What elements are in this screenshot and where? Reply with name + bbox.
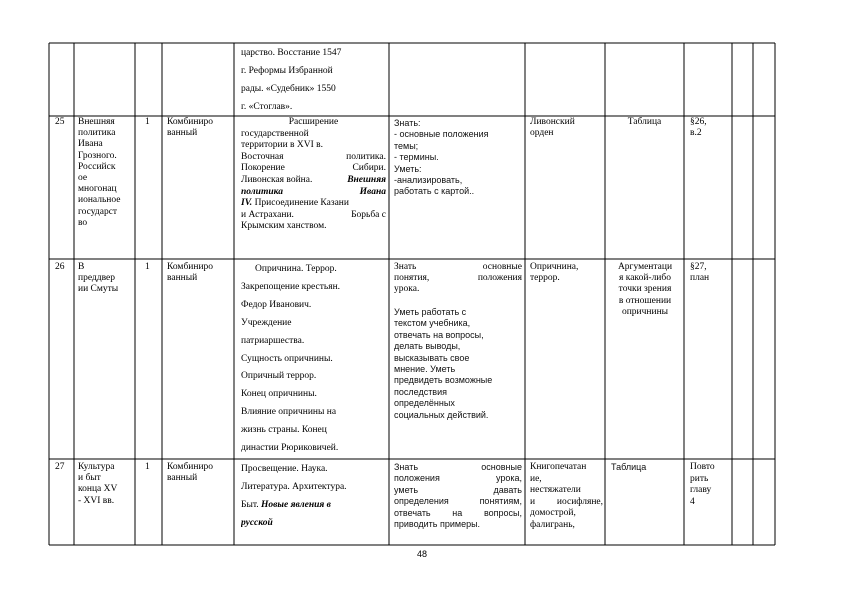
topic-line: иональное bbox=[78, 195, 121, 206]
topic-line: ое bbox=[78, 173, 88, 184]
req-line: социальных действий. bbox=[394, 409, 489, 420]
req-line: мнение. Уметь bbox=[394, 364, 456, 375]
topic-line: Культура bbox=[78, 462, 115, 472]
req-line: работать с картой.. bbox=[394, 186, 475, 197]
word: на bbox=[452, 507, 463, 518]
row-26-requirements bbox=[394, 262, 522, 296]
row-27-control: Таблица bbox=[611, 462, 647, 472]
content-line: Учреждение bbox=[241, 317, 292, 328]
type-line: ванный bbox=[167, 473, 198, 484]
term-line: фалигрань, bbox=[530, 519, 575, 530]
word: урока, bbox=[495, 473, 522, 484]
req-line: Знать: bbox=[394, 118, 421, 128]
word: определения bbox=[394, 496, 449, 507]
term-line: Опричнина, bbox=[530, 262, 579, 272]
req-line: определённых bbox=[394, 398, 455, 409]
homework-line: план bbox=[690, 273, 710, 284]
row-26-lesson-type bbox=[167, 262, 233, 284]
content-line: Закрепощение крестьян. bbox=[241, 281, 341, 292]
topic-line: ии Смуты bbox=[78, 284, 119, 295]
page-number: 48 bbox=[416, 549, 427, 559]
row-26-number: 26 bbox=[55, 262, 65, 272]
content-line: Просвещение. Наука. bbox=[241, 464, 328, 474]
req-line bbox=[394, 262, 522, 273]
content-line: русской bbox=[241, 517, 273, 528]
row-27-content bbox=[241, 461, 386, 533]
content-line: Влияние опричнины на bbox=[241, 407, 337, 418]
row-26-terms bbox=[530, 262, 604, 284]
content-line: Конец опричнины. bbox=[241, 389, 317, 400]
content-line bbox=[241, 175, 386, 187]
word: понятиям, bbox=[479, 496, 522, 507]
word: Новые явления в bbox=[261, 499, 331, 510]
req-line bbox=[394, 508, 522, 519]
req-line: текстом учебника, bbox=[394, 318, 471, 329]
row-25-number: 25 bbox=[55, 117, 65, 127]
req-line: приводить примеры. bbox=[394, 519, 481, 530]
control-line: в отношении bbox=[618, 295, 672, 306]
term-line bbox=[530, 497, 603, 509]
topic-line: политика bbox=[78, 128, 116, 139]
content-line: Сущность опричнины. bbox=[241, 353, 333, 364]
req-line: высказывать свое bbox=[394, 352, 470, 363]
word: Знать bbox=[394, 262, 417, 272]
row-26-hours: 1 bbox=[145, 262, 150, 272]
req-line: делать выводы, bbox=[394, 341, 461, 352]
word: Ивана bbox=[359, 186, 386, 197]
content-line bbox=[241, 163, 386, 175]
row-27-requirements bbox=[394, 462, 522, 530]
content-line bbox=[241, 210, 386, 222]
req-line: предвидеть возможные bbox=[394, 375, 493, 386]
content-line bbox=[241, 187, 386, 199]
req-line: - термины. bbox=[394, 152, 439, 163]
row-26-topic bbox=[78, 262, 134, 296]
row-25-content bbox=[241, 117, 386, 233]
row-27-terms bbox=[530, 462, 603, 532]
word: Быт. bbox=[241, 499, 259, 510]
req-line: отвечать на вопросы, bbox=[394, 329, 484, 340]
content-line bbox=[241, 497, 386, 515]
content-line: Опричнина. Террор. bbox=[255, 264, 337, 274]
row-25-control: Таблица bbox=[627, 117, 662, 127]
homework-line: 4 bbox=[690, 496, 695, 507]
topic-line: Ивана bbox=[78, 139, 103, 150]
content-line bbox=[241, 198, 386, 210]
word: отвечать bbox=[394, 507, 431, 518]
req-line: Уметь работать с bbox=[394, 307, 467, 317]
row-27-topic bbox=[78, 462, 134, 507]
word: Знать bbox=[394, 462, 419, 472]
topic-line: государст bbox=[78, 206, 118, 217]
content-line: Опричный террор. bbox=[241, 371, 317, 382]
req-line: Уметь: bbox=[394, 163, 422, 174]
type-line: Комбиниро bbox=[167, 117, 214, 127]
req-line bbox=[394, 485, 522, 496]
row-26-homework bbox=[690, 262, 730, 284]
word: Ливонская война. bbox=[241, 174, 313, 185]
word: иосифляне, bbox=[556, 496, 603, 507]
topic-line: преддвер bbox=[78, 273, 115, 284]
row-25-topic bbox=[78, 117, 134, 229]
word: и Астрахани. bbox=[241, 209, 294, 220]
control-line: точки зрения bbox=[618, 284, 672, 295]
topic-line: во bbox=[78, 217, 88, 228]
topic-line: Внешняя bbox=[78, 117, 115, 127]
content-line bbox=[241, 152, 386, 164]
word: Внешняя bbox=[347, 174, 386, 185]
control-line: Аргументаци bbox=[617, 262, 673, 272]
content-line: династии Рюриковичей. bbox=[241, 443, 339, 454]
content-line: Расширение bbox=[288, 117, 339, 127]
content-line: государственной bbox=[241, 128, 309, 139]
control-line: я какой-либо bbox=[619, 273, 671, 284]
topic-line: конца XV bbox=[78, 484, 118, 495]
word: вопросы, bbox=[483, 507, 522, 518]
row-27-homework bbox=[690, 462, 730, 508]
req-line bbox=[394, 273, 522, 284]
content-line: г. «Стоглав». bbox=[241, 102, 293, 112]
term-line: террор. bbox=[530, 273, 560, 284]
req-line: - основные положения bbox=[394, 129, 489, 140]
req-line bbox=[394, 496, 522, 507]
topic-line: и быт bbox=[78, 473, 101, 484]
topic-line: В bbox=[78, 262, 85, 272]
homework-line: Повто bbox=[690, 462, 715, 472]
homework-line: §26, bbox=[690, 117, 707, 127]
row-26-content bbox=[241, 261, 386, 458]
word: уметь bbox=[394, 484, 419, 495]
content-line: Литература. Архитектура. bbox=[241, 481, 347, 492]
row-25-lesson-type bbox=[167, 117, 233, 139]
word: основные bbox=[482, 262, 522, 272]
homework-line: главу bbox=[690, 485, 712, 496]
topic-line: многонац bbox=[78, 184, 117, 195]
row-25-requirements bbox=[394, 118, 522, 198]
req-line bbox=[394, 473, 522, 484]
req-line: урока. bbox=[394, 284, 420, 295]
term-line: нестяжатели bbox=[530, 485, 581, 496]
word: положения bbox=[394, 473, 440, 484]
row-25-homework bbox=[690, 117, 730, 139]
word: политика bbox=[241, 186, 283, 197]
term-line: Книгопечатан bbox=[530, 462, 587, 472]
row-27-hours: 1 bbox=[145, 462, 150, 472]
word: Присоединение Казани bbox=[254, 198, 349, 209]
word: давать bbox=[493, 484, 522, 495]
word: основные bbox=[481, 462, 522, 472]
req-line: темы; bbox=[394, 140, 419, 151]
row-26-skills bbox=[394, 307, 522, 421]
homework-line: рить bbox=[690, 473, 709, 484]
word: IV. bbox=[241, 198, 253, 209]
row-26-control bbox=[606, 262, 684, 318]
term-line: ие, bbox=[530, 473, 542, 484]
word: Восточная bbox=[241, 151, 284, 162]
word: понятия, bbox=[394, 273, 430, 284]
term-line: Ливонский bbox=[530, 117, 575, 127]
row-27-number: 27 bbox=[55, 462, 65, 472]
content-line: Федор Иванович. bbox=[241, 299, 312, 310]
homework-line: в.2 bbox=[690, 128, 702, 139]
req-line: -анализировать, bbox=[394, 175, 463, 186]
content-line: г. Реформы Избранной bbox=[241, 66, 333, 76]
word: положения bbox=[477, 273, 522, 284]
topic-line: Грозного. bbox=[78, 150, 117, 161]
term-line: домострой, bbox=[530, 508, 576, 519]
word: Борьба с bbox=[351, 209, 386, 220]
row-27-lesson-type bbox=[167, 462, 233, 484]
word: и bbox=[530, 496, 536, 507]
content-line: рады. «Судебник» 1550 bbox=[241, 84, 336, 94]
word: политика. bbox=[346, 151, 386, 162]
type-line: ванный bbox=[167, 128, 198, 139]
type-line: ванный bbox=[167, 273, 198, 284]
topic-line: Российск bbox=[78, 161, 116, 172]
content-line: жизнь страны. Конец bbox=[241, 425, 327, 436]
homework-line: §27, bbox=[690, 262, 707, 272]
control-line: опричнины bbox=[621, 306, 669, 317]
row-25-hours: 1 bbox=[145, 117, 150, 127]
content-line: царство. Восстание 1547 bbox=[241, 48, 342, 58]
term-line: орден bbox=[530, 128, 554, 139]
topic-line: - XVI вв. bbox=[78, 495, 115, 506]
word: Сибири. bbox=[352, 163, 386, 174]
content-line: Крымским ханством. bbox=[241, 221, 327, 232]
req-line bbox=[394, 462, 522, 473]
word: Покорение bbox=[241, 163, 285, 174]
content-line: патриаршества. bbox=[241, 335, 305, 346]
req-line: последствия bbox=[394, 386, 447, 397]
type-line: Комбиниро bbox=[167, 262, 214, 272]
row-25-terms bbox=[530, 117, 604, 139]
content-line: территории в XVI в. bbox=[241, 140, 324, 151]
top-row-content bbox=[241, 44, 386, 116]
type-line: Комбиниро bbox=[167, 462, 214, 472]
